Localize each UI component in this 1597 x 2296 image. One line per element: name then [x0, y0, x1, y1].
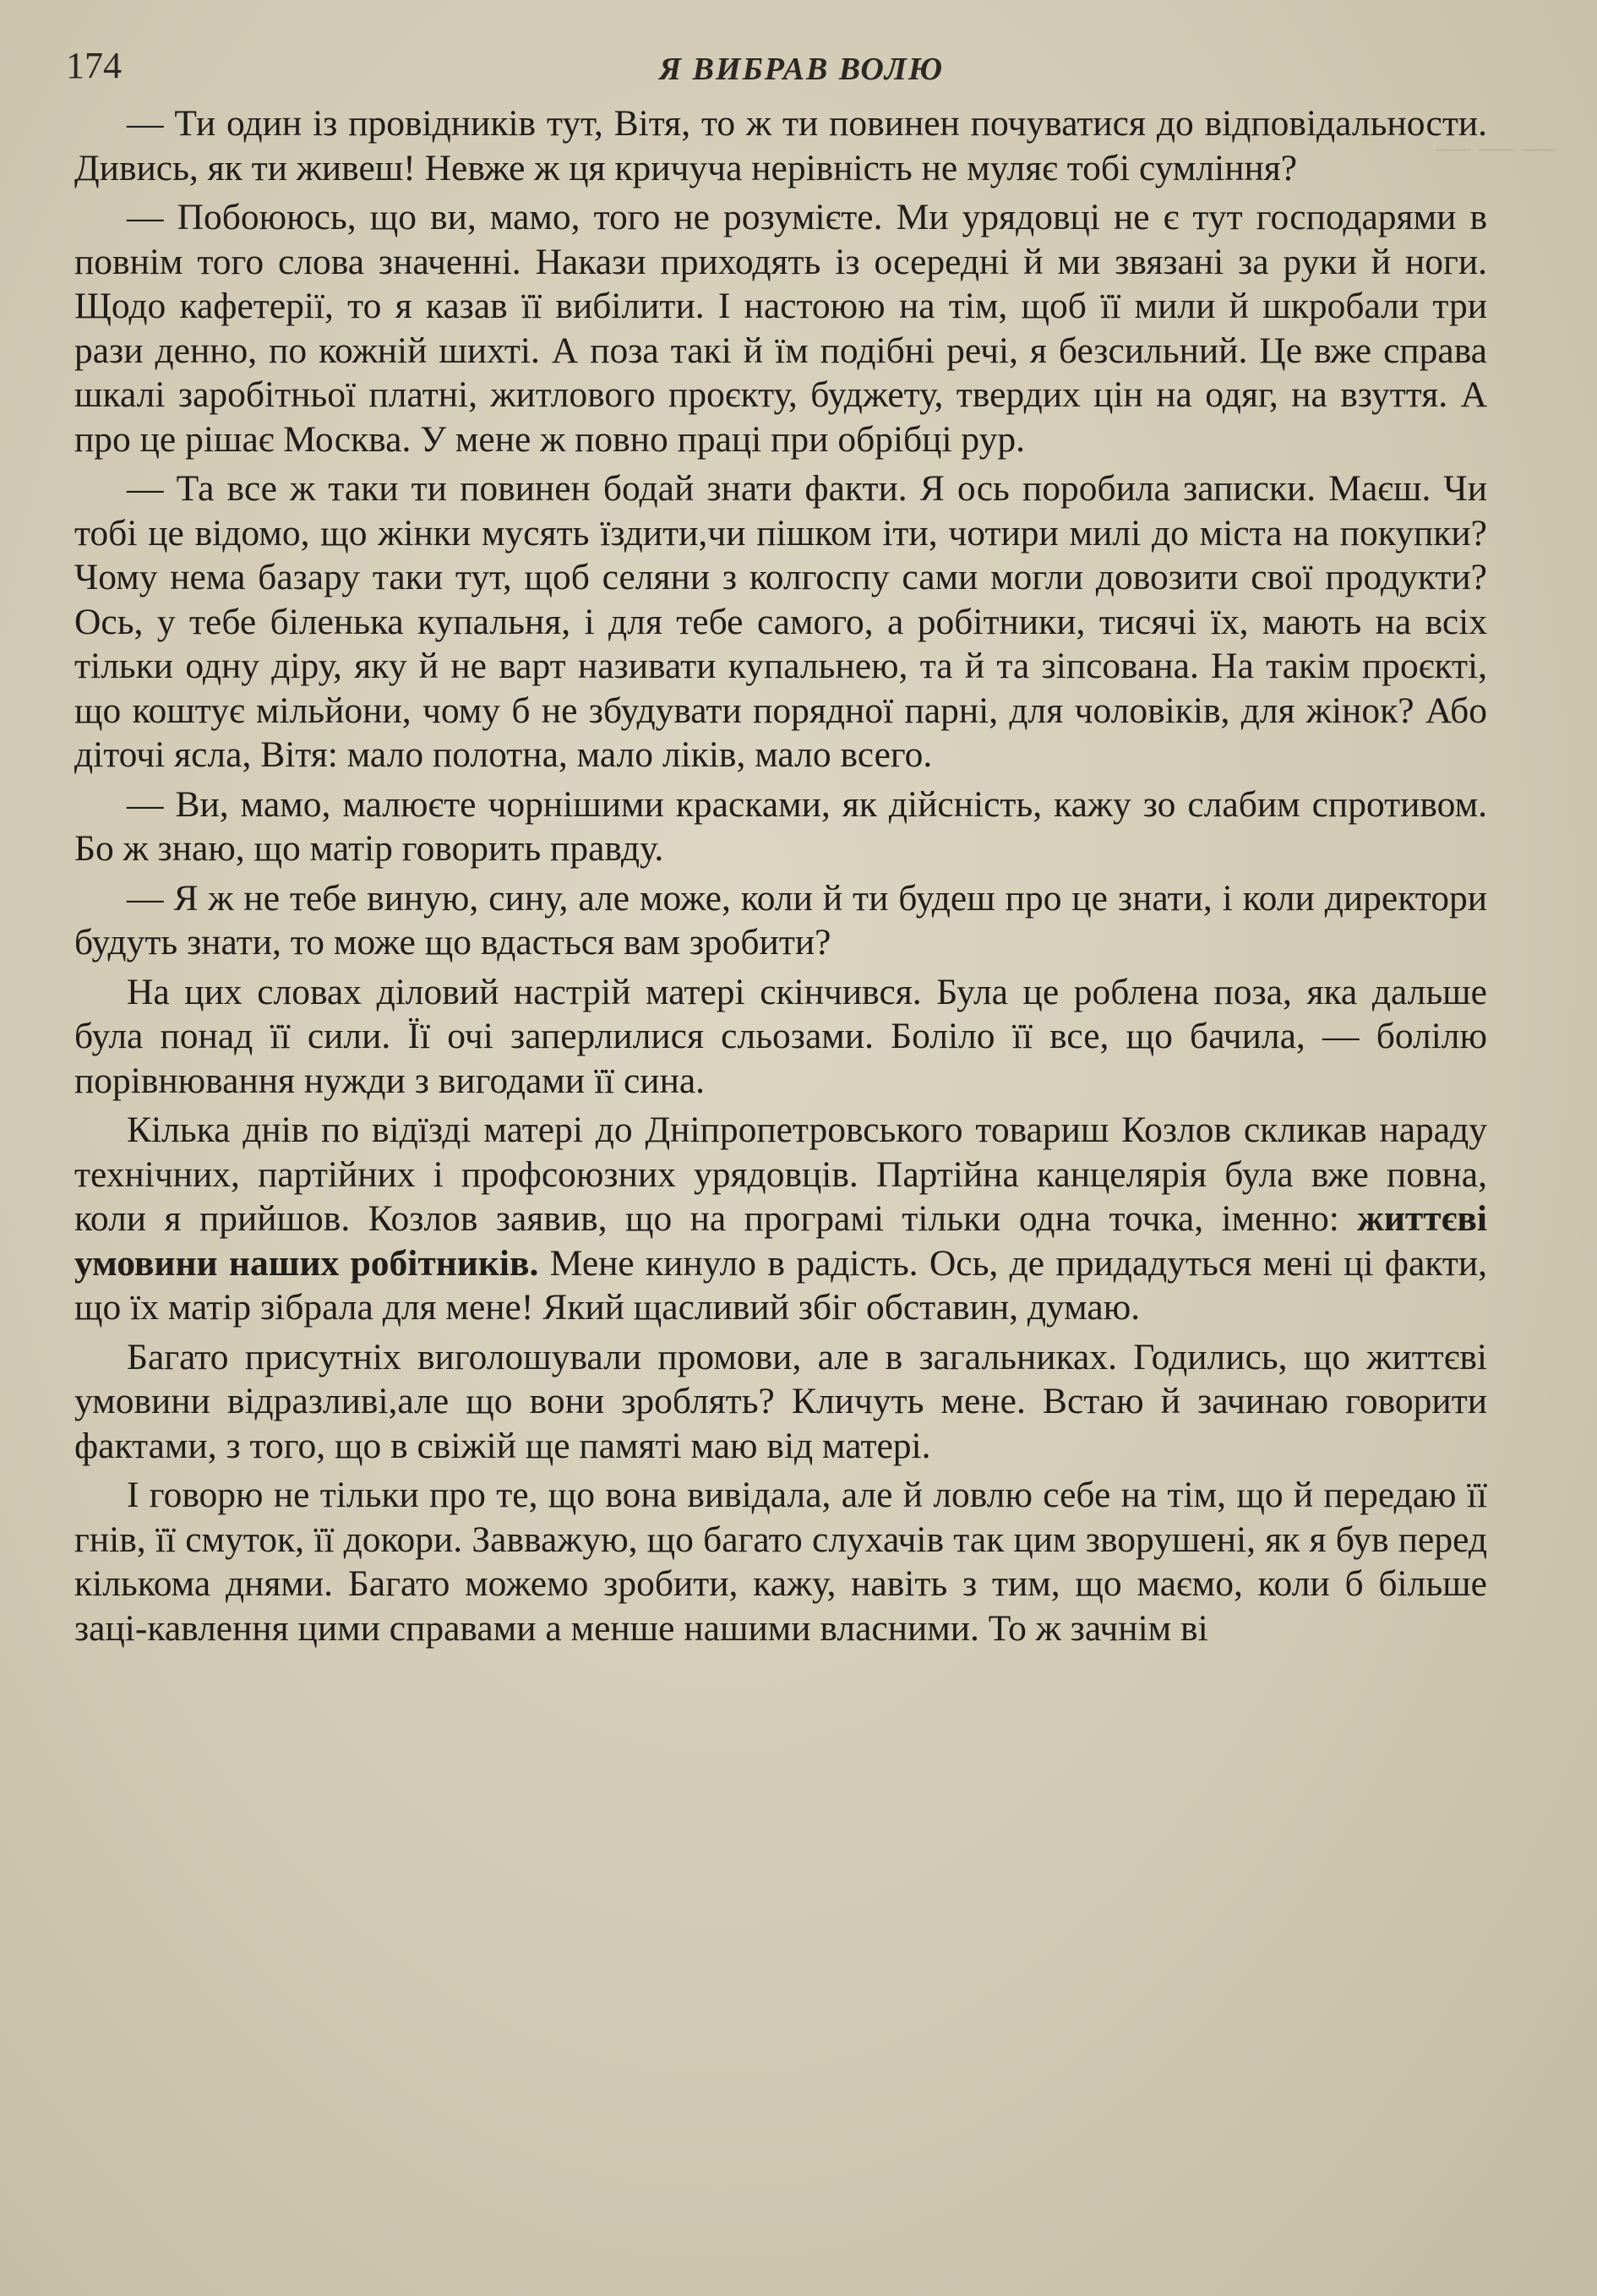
page-number: 174 [66, 45, 122, 86]
paragraph-text: — Я ж не тебе виную, сину, але може, коли й ти будеш про це знати, і коли директори будуть знати, то може що вдасться вам зробити? [74, 877, 1487, 963]
paragraph [74, 1335, 1487, 1469]
paragraph [74, 783, 1487, 871]
paragraph-text: Кілька днів по відїзді матері до Дніпропетровського товариш Козлов скликав нараду технічних, партійних і профсоюзних урядовців. Партійна канцелярія була вже повна, коли я прийшов. Козлов заявив, що на програмі тільки одна точка, іменно: [74, 1110, 1487, 1239]
body-text [74, 101, 1487, 1650]
paragraph-text: — Ви, мамо, малюєте чорнішими красками, як дійсність, кажу зо слабим спротивом. Бо ж знаю, що матір говорить правду. [74, 783, 1487, 869]
paragraph [74, 970, 1487, 1104]
paragraph [74, 1473, 1487, 1650]
paragraph-text: Мене кинуло в радість. Ось, де придадуться мені ці факти, що їх матір зібрала для мене! Який щасливий збіг обставин, думаю. [74, 1242, 1487, 1328]
paragraph [74, 466, 1487, 777]
paragraph-text: — Та все ж таки ти повинен бодай знати факти. Я ось поробила записки. Маєш. Чи тобі це відомо, що жінки мусять їздити,чи пішком іти, чотири милі до міста на покупки? Чому нема базару таки тут, щоб селяни з колгоспу сами могли довозити свої продукти? Ось, у тебе біленька купальня, і для тебе самого, а робітники, тисячі їх, мають на всіх тільки одну діру, яку й не варт називати купальнею, та й та зіпсована. На такім проєкті, що коштує мільйони, чому б не збудувати порядної парні, для чоловіків, для жінок? Або діточі ясла, Вітя: мало полотна, мало ліків, мало всего. [74, 468, 1487, 775]
paragraph-text: — Побоююсь, що ви, мамо, того не розумієте. Ми урядовці не є тут господарями в повнім того слова значенні. Накази приходять із осередні й ми звязані за руки й ноги. Щодо кафетерії, то я казав її вибілити. І настоюю на тім, щоб її мили й шкробали три рази денно, по кожній шихті. А поза такі й їм подібні речі, я безсильний. Це вже справа шкалі заробітньої платні, житлового проєкту, буджету, твердих цін на одяг, на взуття. А про це рішає Москва. У мене ж повно праці при обрібці рур. [74, 197, 1487, 460]
paragraph-text: На цих словах діловий настрій матері скінчився. Була це роблена поза, яка дальше була понад її сили. Її очі заперлилися сльозами. Боліло її все, що бачила, — болілю порівнювання нужди з вигодами її сина. [74, 971, 1487, 1101]
show-through-text: — — — [1436, 128, 1555, 166]
paragraph [74, 101, 1487, 190]
bold-phrase: життєві умовини наших робітників. [74, 1198, 1487, 1284]
paragraph [74, 195, 1487, 461]
running-title: Я ВИБРАВ ВОЛЮ [659, 52, 945, 87]
paragraph-text: Багато присутніх виголошували промови, але в загальниках. Годились, що життєві умовини відразливі,але що вони зроблять? Кличуть мене. Встаю й зачинаю говорити фактами, з того, що в свіжій ще памяті маю від матері. [74, 1336, 1487, 1466]
paragraph [74, 1108, 1487, 1330]
paragraph-text: І говорю не тільки про те, що вона вивідала, але й ловлю себе на тім, що й передаю її гнів, її смуток, її докори. Завважую, що багато слухачів так цим зворушені, як я був перед кількома днями. Багато можемо зробити, кажу, навіть з тим, що маємо, коли б більше заці-кавлення цими справами а менше нашими власними. То ж зачнім ві [74, 1475, 1487, 1649]
paragraph-text: — Ти один із провідників тут, Вітя, то ж ти повинен почуватися до відповідальности. Дивись, як ти живеш! Невже ж ця кричуча нерівність не муляє тобі сумління? [74, 103, 1487, 188]
paragraph [74, 876, 1487, 965]
